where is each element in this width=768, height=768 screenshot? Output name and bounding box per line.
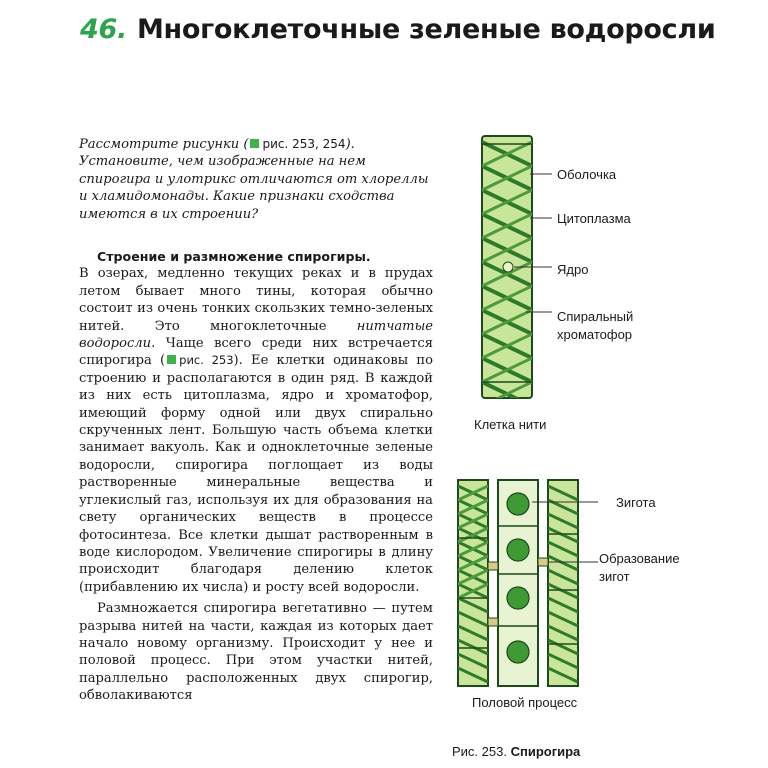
label-membrane: Оболочка: [557, 167, 617, 182]
figure-ref-icon: [167, 355, 176, 364]
label-zygote-formation-1: Образование: [599, 551, 680, 566]
figure-ref-icon: [250, 139, 259, 148]
label-chromatophore-2: хроматофор: [557, 327, 633, 342]
chapter-number: 46.: [80, 14, 127, 45]
label-nucleus: Ядро: [557, 262, 589, 277]
task-paragraph: Рассмотрите рисунки ( рис. 253, 254). Установите, чем изображенные на нем спирогира и улотрикс отличаются от хлореллы и хламидомонады. Какие признаки сходства имеются в их строении?: [79, 137, 429, 222]
page-title: [80, 14, 715, 54]
cell-filament-illustration: [470, 132, 560, 402]
section-heading: Строение и размножение спирогиры.: [97, 249, 371, 264]
paragraph-reproduction: Размножается спирогира вегетативно — путем разрыва нитей на части, каждая из которых дает начало новому организму. Происходит у нее и половой процесс. При этом участки нитей, параллельно расположенных двух спирогир, обволакиваются: [79, 601, 433, 704]
label-cytoplasm: Цитоплазма: [557, 211, 631, 226]
figure-caption-sexual-process: Половой процесс: [472, 695, 578, 710]
label-zygote-formation-2: зигот: [599, 569, 630, 584]
figure-caption: Рис. 253. Спирогира: [452, 744, 581, 759]
conjugation-illustration: [452, 478, 598, 688]
label-chromatophore-1: Спиральный: [557, 309, 634, 324]
figure-ref: рис. 253: [179, 353, 234, 368]
figure-ref: рис. 253, 254: [262, 137, 346, 151]
figure-caption-cell: Клетка нити: [474, 417, 547, 432]
chapter-title: Многоклеточные зеленые водоросли: [136, 14, 716, 45]
label-zygote: Зигота: [616, 495, 656, 510]
body-text: Строение и размножение спирогиры. В озерах, медленно текущих реках и в прудах летом бывает много тины, которая обычно состоит из очень тонких скользких темно-зеленых нитей. Это многоклеточные нитчатые водоросли. Чаще всего среди них встречается спирогира ( рис. 253). Ее клетки одинаковы по строению и располагаются в один ряд. В каждой из них есть цитоплазма, ядро и хроматофор, имеющий форму одной или двух спирально скрученных лент. Большую часть объема клетки занимает вакуоль. Как и одноклеточные зеленые водоросли, спирогира поглощает из воды растворенные минеральные вещества и углекислый газ, используя их для образования на свету органических веществ в процессе фотосинтеза. Все клетки дышат растворенным в воде кислородом. Увеличение спирогиры в длину происходит благодаря делению клеток (прибавлению их числа) и росту всей водоросли. Размножается спирогира вегетативно — путем разрыва нитей на части, каждая из которых дает начало новому организму. Происходит у нее и половой процесс. При этом участки нитей, параллельно расположенных двух спирогир, обволакиваются: [79, 249, 433, 704]
